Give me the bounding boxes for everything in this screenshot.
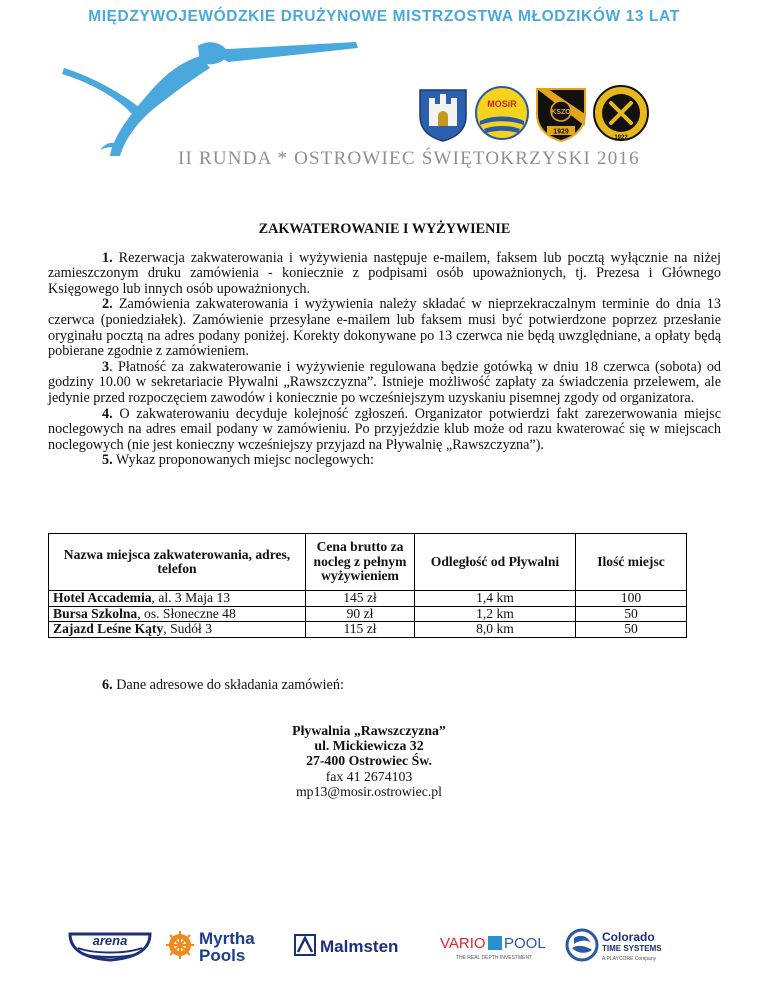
- kszo-crest-icon: [534, 86, 588, 142]
- paragraph-text: O zakwaterowaniu decyduje kolejność zgłoszeń. Organizator potwierdzi fakt zarezerwowania miejsc noclegowych na adres email podany w zamówieniu. Po przyjeździe klub może od razu kwaterować się w miejscach noclegowych (nie jest konieczny wcześniejszy przyjazd na Pływalnię „Rawszczyzna”).: [48, 405, 721, 453]
- col-header-distance: Odległość od Pływalni: [415, 534, 576, 591]
- address-fax: fax 41 2674103: [325, 768, 413, 784]
- cell-name: [49, 606, 306, 622]
- malmsten-logo: [293, 926, 427, 964]
- paragraph-2: [48, 297, 721, 359]
- address-label-text: Dane adresowe do składania zamówień:: [112, 677, 344, 693]
- vario-tagline: THE REAL DEPTH INVESTMENT: [455, 955, 533, 961]
- address-street: ul. Mickiewicza 32: [314, 738, 424, 754]
- paragraph-3: [48, 360, 721, 407]
- place-name: Zajazd Leśne Kąty: [53, 621, 164, 636]
- mosir-crest-icon: [474, 85, 530, 141]
- myrtha-text: Myrtha: [199, 929, 255, 948]
- cell-price: 115 zł: [306, 622, 415, 638]
- club-crest-icon: [592, 84, 650, 142]
- paragraph-text: Rezerwacja zakwaterowania i wyżywienia następuje e-mailem, faksem lub pocztą wyłącznie na niżej zamieszczonym druku zamówienia - koniecznie z podpisami osób upoważnionych, tj. Prezesa i Głównego Księgowego lub innych osób upoważnionych.: [48, 249, 721, 297]
- document-heading: ZAKWATEROWANIE I WYŻYWIENIE: [258, 221, 511, 237]
- address-label-number: 6.: [102, 677, 113, 693]
- vario-text: VARIO: [440, 935, 486, 952]
- cell-price: 90 zł: [306, 606, 415, 622]
- cell-places: 50: [576, 622, 687, 638]
- accommodation-table: [48, 533, 687, 638]
- address-label: [102, 677, 344, 694]
- document-body: [48, 222, 721, 469]
- address-city: 27-400 Ostrowiec Św.: [306, 753, 432, 769]
- paragraph-number: 3: [102, 358, 110, 375]
- event-title: MIĘDZYWOJEWÓDZKIE DRUŻYNOWE MISTRZOSTWA MŁODZIKÓW 13 LAT: [88, 8, 680, 25]
- paragraph-number: 1.: [102, 249, 113, 266]
- swimmer-head: [198, 42, 228, 64]
- malmsten-text: Malmsten: [320, 937, 399, 956]
- arena-text: arena: [92, 933, 128, 948]
- address-name: Pływalnia „Rawszczyzna”: [292, 723, 446, 738]
- paragraph-1: [48, 251, 721, 298]
- paragraph-5: [48, 453, 721, 469]
- place-address: , Sudół 3: [163, 621, 212, 636]
- swimmer-arm: [210, 42, 358, 62]
- table-row: [49, 591, 687, 607]
- time-systems-text: TIME SYSTEMS: [602, 944, 662, 953]
- address-email[interactable]: mp13@mosir.ostrowiec.pl: [295, 783, 443, 799]
- col-header-places: Ilość miejsc: [576, 534, 687, 591]
- cell-distance: 1,4 km: [415, 591, 576, 607]
- kszo-label: KSZO: [551, 109, 571, 116]
- kszo-year: 1929: [553, 128, 569, 136]
- paragraph-text: . Płatność za zakwaterowanie i wyżywienie regulowana będzie gotówką w dniu 18 czerwca (sobota) od godziny 10.00 w sekretariacie Pływalni „Rawszczyzna”. Istnieje możliwość zapłaty za świadczenia przelewem, ale jedynie przed rozpoczęciem zawodów i koniecznie po wcześniejszym uzyskaniu pisemnej zgody od organizatora.: [48, 358, 721, 406]
- place-name: Bursa Szkolna: [53, 605, 138, 621]
- cell-distance: 8,0 km: [415, 622, 576, 638]
- col-header-name: Nazwa miejsca zakwaterowania, adres, telefon: [49, 534, 306, 591]
- playcore-text: A PLAYCORE Company: [602, 956, 657, 962]
- order-address: [0, 723, 738, 799]
- pools-text: Pools: [199, 946, 246, 964]
- table-row: [49, 606, 687, 622]
- place-address: , os. Słoneczne 48: [137, 605, 236, 621]
- cell-name: [49, 622, 306, 638]
- paragraph-number: 2.: [102, 296, 113, 313]
- place-name: Hotel Accademia: [53, 590, 152, 605]
- myrtha-pools-logo: [163, 926, 281, 964]
- mosir-label: MOSiR: [487, 99, 517, 109]
- colorado-logo: [564, 926, 682, 964]
- paragraph-number: 5.: [102, 452, 113, 469]
- cell-price: 145 zł: [306, 591, 415, 607]
- swimmer-legs: [62, 68, 140, 116]
- club-year: 1922: [614, 135, 628, 141]
- paragraph-number: 4.: [102, 405, 113, 422]
- paragraph-text: Wykaz proponowanych miejsc noclegowych:: [112, 452, 374, 469]
- colorado-text: Colorado: [602, 930, 655, 944]
- city-crest-icon: [416, 86, 470, 142]
- swimmer-logo: [60, 28, 360, 158]
- place-address: , al. 3 Maja 13: [151, 590, 231, 605]
- cell-places: 100: [576, 591, 687, 607]
- table-header-row: [49, 534, 687, 591]
- paragraph-4: [48, 407, 721, 454]
- vario-pool-logo: [436, 926, 554, 964]
- table-row: [49, 622, 687, 638]
- col-header-price: Cena brutto za nocleg z pełnym wyżywieniem: [306, 534, 415, 591]
- pool-text: POOL: [504, 935, 546, 952]
- cell-distance: 1,2 km: [415, 606, 576, 622]
- arena-logo: [64, 926, 156, 964]
- round-subtitle: II RUNDA * OSTROWIEC ŚWIĘTOKRZYSKI 2016: [178, 148, 640, 169]
- paragraph-text: Zamówienia zakwaterowania i wyżywienia należy składać w nieprzekraczalnym terminie do dnia 13 czerwca (poniedziałek). Zamówienie przesyłane e-mailem lub faksem musi być potwierdzone poprzez przesłanie oryginału pocztą na adres podany poniżej. Korekty dokonywane po 13 czerwca nie będą uwzględniane, a opłaty będą pobierane zgodnie z zamówieniem.: [48, 296, 721, 360]
- cell-places: 50: [576, 606, 687, 622]
- cell-name: [49, 591, 306, 607]
